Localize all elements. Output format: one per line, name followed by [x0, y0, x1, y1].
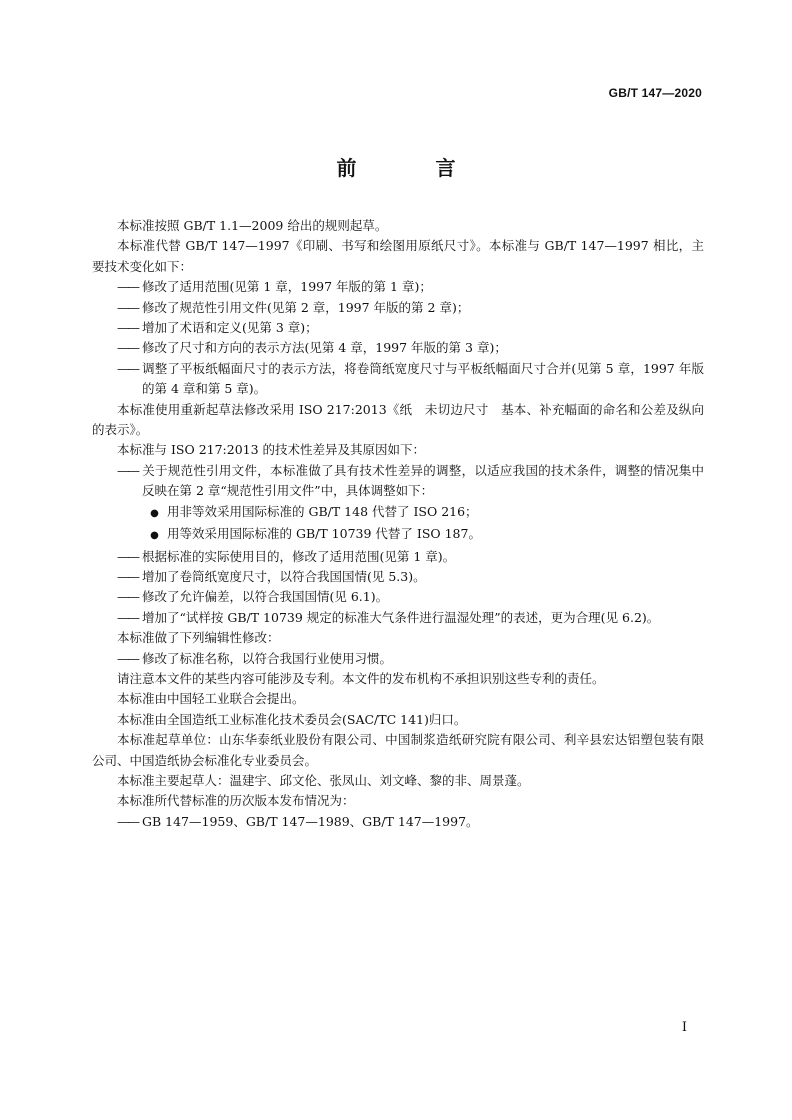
change-text: 调整了平板纸幅面尺寸的表示方法，将卷筒纸宽度尺寸与平板纸幅面尺寸合并(见第 5 章，1997 年版的第 4 章和第 5 章)。: [142, 360, 704, 397]
list-item: [92, 318, 704, 338]
paragraph-adoption: 本标准使用重新起草法修改采用 ISO 217:2013《纸 未切边尺寸 基本、补充幅面的命名和公差及纵向的表示》。: [92, 401, 704, 438]
dash-marker: ——: [117, 299, 138, 315]
paragraph-drafting-units: 本标准起草单位：山东华泰纸业股份有限公司、中国制浆造纸研究院有限公司、利辛县宏达铝塑包装有限公司、中国造纸协会标准化专业委员会。: [92, 732, 704, 768]
list-item: [92, 812, 704, 832]
bullet-icon: ●: [150, 507, 159, 519]
editorial-text: 修改了标准名称，以符合我国行业使用习惯。: [142, 650, 393, 666]
paragraph-editorial: 本标准做了下列编辑性修改：: [117, 630, 280, 646]
paragraph-patent-notice: 请注意本文件的某些内容可能涉及专利。本文件的发布机构不承担识别这些专利的责任。: [117, 670, 605, 686]
dash-marker: ——: [117, 320, 138, 336]
document-body: [92, 216, 704, 832]
list-item: [92, 567, 704, 587]
list-item: [92, 649, 704, 669]
list-item: [92, 587, 704, 607]
paragraph-history: 本标准所代替标准的历次版本发布情况为：: [117, 793, 355, 809]
list-item: [92, 547, 704, 567]
change-text: 增加了术语和定义(见第 3 章)；: [142, 320, 318, 336]
history-text: GB 147—1959、GB/T 147—1989、GB/T 147—1997。: [142, 813, 479, 829]
dash-marker: ——: [117, 279, 138, 295]
list-item: [92, 277, 704, 297]
paragraph-drafters: 本标准主要起草人：温建宇、邱文伦、张凤山、刘文峰、黎的非、周景蓬。: [117, 772, 530, 788]
diff-text: 增加了卷筒纸宽度尺寸，以符合我国国情(见 5.3)。: [142, 568, 426, 584]
dash-marker: ——: [117, 609, 138, 625]
dash-marker: ——: [117, 650, 138, 666]
bullet-item: [92, 524, 704, 546]
standard-code: GB/T 147—2020: [608, 86, 702, 100]
list-item: [92, 608, 704, 628]
bullet-item: [92, 502, 704, 524]
list-item: [92, 298, 704, 318]
paragraph-differences: 本标准与 ISO 217:2013 的技术性差异及其原因如下：: [117, 442, 426, 458]
change-text: 修改了适用范围(见第 1 章，1997 年版的第 1 章)；: [142, 279, 432, 295]
bullet-text: 用非等效采用国际标准的 GB/T 148 代替了 ISO 216；: [167, 503, 478, 519]
change-text: 修改了规范性引用文件(见第 2 章，1997 年版的第 2 章)；: [142, 299, 470, 315]
dash-marker: ——: [117, 548, 138, 564]
list-item: [92, 359, 704, 400]
bullet-icon: ●: [150, 530, 159, 542]
dash-marker: ——: [117, 360, 138, 376]
paragraph-under-jurisdiction: 本标准由全国造纸工业标准化技术委员会(SAC/TC 141)归口。: [117, 711, 467, 727]
dash-marker: ——: [117, 589, 138, 605]
page-title: 前 言: [336, 156, 492, 180]
dash-marker: ——: [117, 813, 138, 829]
change-text: 修改了尺寸和方向的表示方法(见第 4 章，1997 年版的第 3 章)；: [142, 340, 507, 356]
paragraph-proposed-by: 本标准由中国轻工业联合会提出。: [117, 691, 305, 707]
diff-text: 关于规范性引用文件，本标准做了具有技术性差异的调整，以适应我国的技术条件，调整的情况集中反映在第 2 章“规范性引用文件”中，具体调整如下：: [142, 462, 704, 499]
list-item: [92, 338, 704, 358]
dash-marker: ——: [117, 568, 138, 584]
paragraph-drafting-rules: 本标准按照 GB/T 1.1—2009 给出的规则起草。: [117, 218, 388, 233]
page-number: I: [681, 1020, 687, 1035]
paragraph-replaces: 本标准代替 GB/T 147—1997《印刷、书写和绘图用原纸尺寸》。本标准与 GB/T 147—1997 相比，主要技术变化如下：: [92, 238, 704, 274]
dash-marker: ——: [117, 462, 138, 478]
diff-text: 修改了允许偏差，以符合我国国情(见 6.1)。: [142, 589, 389, 605]
diff-text: 根据标准的实际使用目的，修改了适用范围(见第 1 章)。: [142, 548, 456, 564]
list-item: [92, 461, 704, 502]
dash-marker: ——: [117, 340, 138, 356]
diff-text: 增加了“试样按 GB/T 10739 规定的标准大气条件进行温湿处理”的表述，更为合理(见 6.2)。: [142, 609, 660, 625]
bullet-text: 用等效采用国际标准的 GB/T 10739 代替了 ISO 187。: [167, 526, 481, 542]
